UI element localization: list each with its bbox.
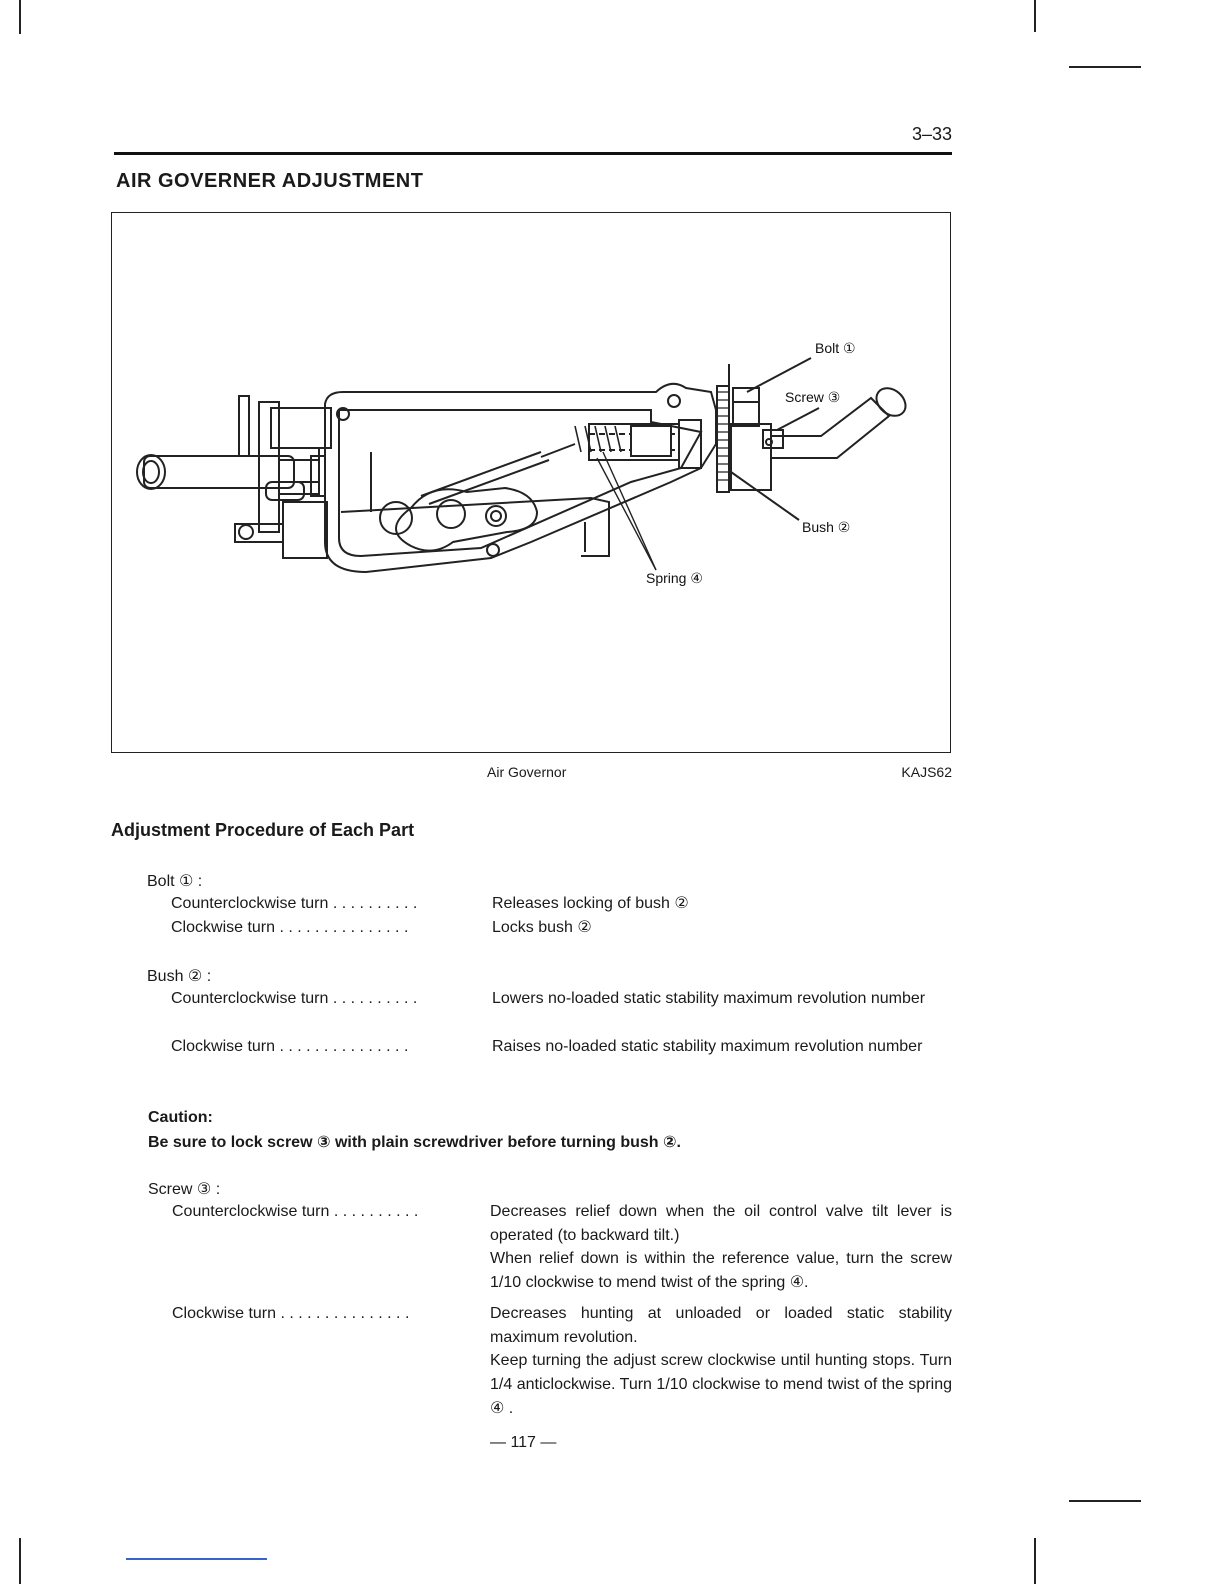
lever-plate [396,488,537,551]
governor-body [325,384,716,572]
screw-cw-effect-note: Keep turning the adjust screw clockwise until hunting stops. Turn 1/4 anticlockwise. Turn 1/10 clockwise to mend twist of the spring ④ . [490,1352,952,1417]
left-inlet-pipe [144,456,294,488]
bolt-callout: Bolt ① [815,340,856,356]
bush-block [731,424,771,490]
bolt-ccw-action: Counterclockwise turn . . . . . . . . . . [171,895,418,912]
caution-text: Be sure to lock screw ③ with plain screwdriver before turning bush ②. [148,1134,681,1151]
bolt-cw-action: Clockwise turn . . . . . . . . . . . . . . . [171,919,409,936]
screw-ccw-effect: Decreases relief down when the oil control valve tilt lever is operated (to backward tilt.) [490,1203,952,1244]
caution-label: Caution: [148,1109,213,1126]
left-bracket [239,396,249,456]
bush-ccw-action: Counterclockwise turn . . . . . . . . . . [171,990,418,1007]
screw-cw-effect: Decreases hunting at unloaded or loaded static stability maximum revolution. [490,1305,952,1346]
header-rule [114,152,952,155]
crop-mark-right-bottom [1069,1500,1141,1502]
screw-group-label: Screw ③ : [148,1181,221,1198]
crop-mark-top-right [1034,0,1036,32]
screw-callout: Screw ③ [785,389,841,405]
right-outlet-pipe [771,398,889,458]
bolt-ccw-effect: Releases locking of bush ② [492,895,689,912]
bush-ccw-effect: Lowers no-loaded static stability maximum revolution number [492,990,926,1007]
air-governor-diagram [111,212,949,751]
figure-caption: Air Governor [487,764,567,780]
spring-leader-a [603,452,656,570]
bush-cw-action: Clockwise turn . . . . . . . . . . . . . . . [171,1038,409,1055]
crop-mark-top-left [19,0,21,34]
spring-callout: Spring ④ [646,570,703,586]
spring-leader-b [597,458,656,570]
bolt-head [733,388,759,426]
crop-mark-bottom-left [19,1538,21,1584]
gear-disc [717,386,729,492]
page-number: 3–33 [911,124,952,144]
bush-group-label: Bush ② : [147,968,212,985]
spring-coil [575,426,621,452]
figure-code: KAJS62 [901,764,952,780]
screw-ccw-effect-note: When relief down is within the reference value, turn the screw 1/10 clockwise to mend twist of the spring ④. [490,1250,952,1291]
screw-cw-action: Clockwise turn . . . . . . . . . . . . . . . [172,1305,410,1322]
bush-leader [731,472,799,520]
crop-mark-bottom-right [1034,1538,1036,1584]
bush-callout: Bush ② [802,519,851,535]
bolt-cw-effect: Locks bush ② [492,919,592,936]
bolt-leader [747,358,811,392]
blue-underline-mark [126,1558,267,1560]
screw-leader [777,408,819,430]
footer-page-number: — 117 — [490,1434,557,1451]
section-title: AIR GOVERNER ADJUSTMENT [116,170,424,192]
bolt-group-label: Bolt ① : [147,873,203,890]
procedure-title: Adjustment Procedure of Each Part [111,820,415,840]
screw-ccw-action: Counterclockwise turn . . . . . . . . . . [172,1203,419,1220]
crop-mark-right-top [1069,66,1141,68]
bush-cw-effect: Raises no-loaded static stability maximum revolution number [492,1038,923,1055]
